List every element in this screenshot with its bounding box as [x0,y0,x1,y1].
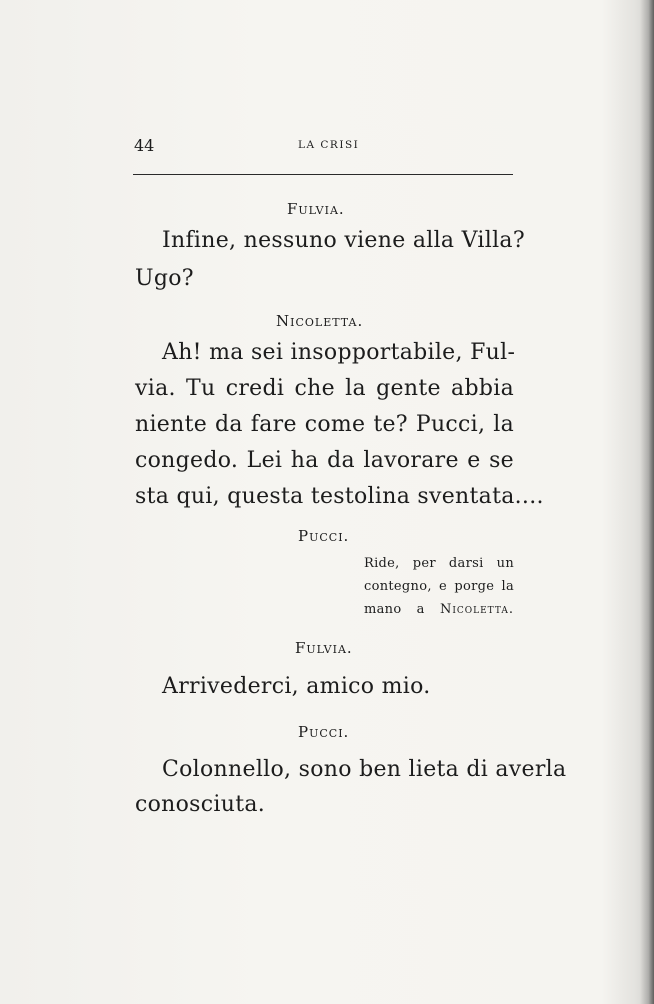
speaker-name: Fulvia. [287,200,345,218]
page-edge-shadow [640,0,654,1004]
text-line: niente da fare come te? Pucci, la [135,412,514,437]
stage-direction-character: Nicoletta. [439,602,514,617]
text-line: sta qui, questa testolina sventata.... [135,484,544,509]
speaker-name: Pucci. [298,527,350,545]
text-line: Infine, nessuno viene alla Villa? [162,228,525,253]
page-number: 44 [134,136,155,155]
stage-direction-text: mano a [364,602,425,617]
text-line: Arrivederci, amico mio. [162,674,431,699]
text-line: Ah! ma sei insopportabile, Ful- [162,340,516,365]
stage-direction-line [364,602,514,617]
speaker-name: Pucci. [298,723,350,741]
text-line: conosciuta. [135,792,266,817]
text-line: Ugo? [135,266,194,291]
stage-direction-line: Ride, per darsi un [364,556,514,571]
page-header [134,136,514,156]
running-title: LA CRISI [298,139,360,151]
text-line: via. Tu credi che la gente abbia [135,376,514,401]
text-line: congedo. Lei ha da lavorare e se [135,448,514,473]
speaker-name: Nicoletta. [276,312,364,330]
stage-direction-line: contegno, e porge la [364,579,514,594]
header-rule [133,174,513,175]
speaker-name: Fulvia. [295,639,353,657]
text-line: Colonnello, sono ben lieta di averla [162,757,567,782]
